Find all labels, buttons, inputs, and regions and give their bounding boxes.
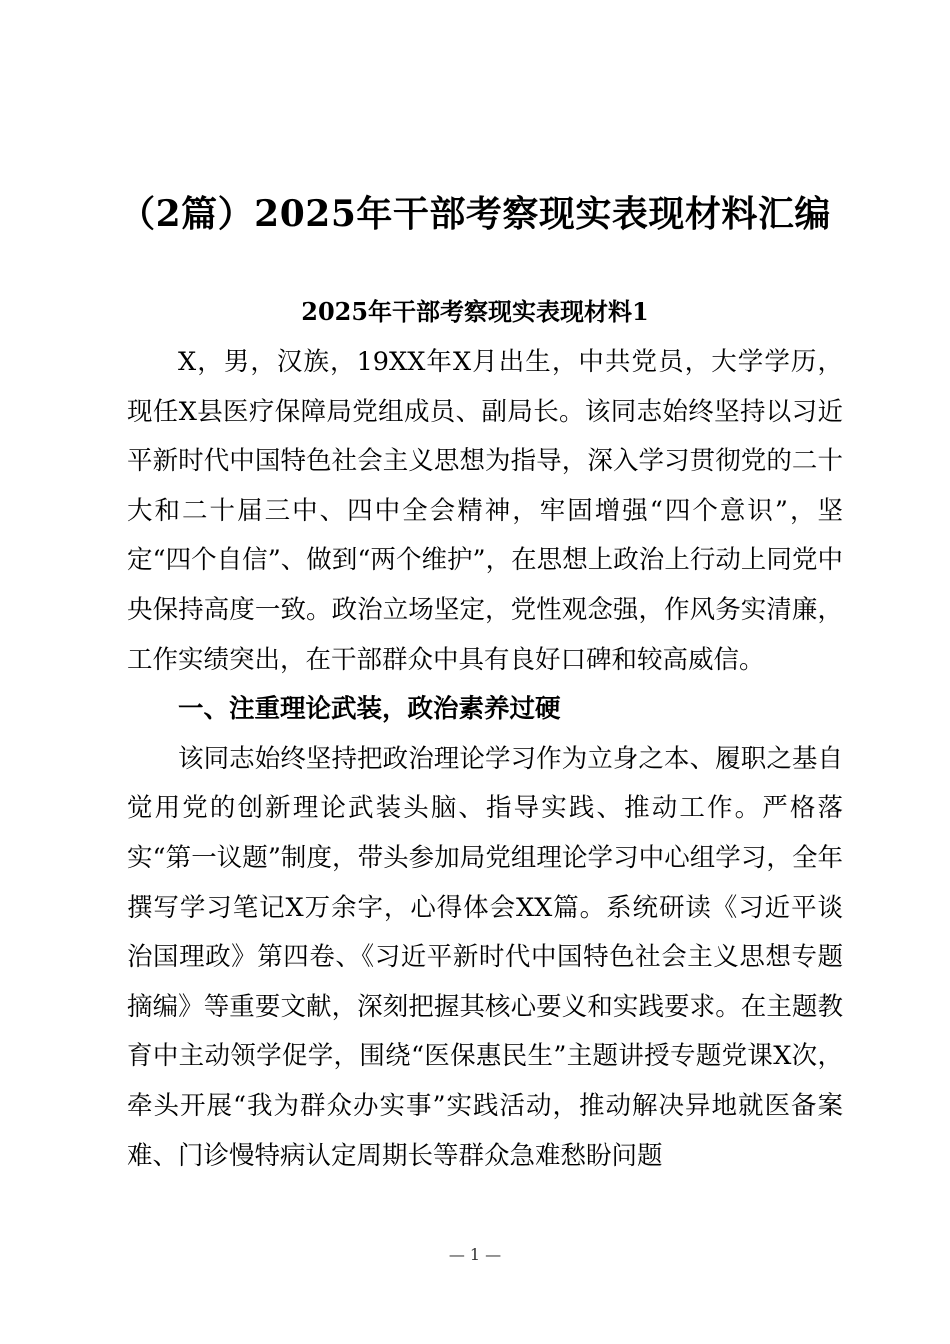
paragraph-intro: X，男，汉族，19XX年X月出生，中共党员，大学学历，现任X县医疗保障局党组成员、副局长。该同志始终坚持以习近平新时代中国特色社会主义思想为指导，深入学习贯彻党的二十大和二十届三中、四中全会精神，牢固增强“四个意识”，坚定“四个自信”、做到“两个维护”，在思想上政治上行动上同党中央保持高度一致。政治立场坚定，党性观念强，作风务实清廉，工作实绩突出，在干部群众中具有良好口碑和较高威信。 <box>127 347 843 675</box>
sub-title: 2025年干部考察现实表现材料1 <box>301 297 649 326</box>
section-heading-1: 一、注重理论武装，政治素养过硬 <box>178 694 561 725</box>
document-body <box>127 338 843 1181</box>
paragraph-theory: 该同志始终坚持把政治理论学习作为立身之本、履职之基自觉用党的创新理论武装头脑、指导实践、推动工作。严格落实“第一议题”制度，带头参加局党组理论学习中心组学习，全年撰写学习笔记X万余字，心得体会XX篇。系统研读《习近平谈治国理政》第四卷、《习近平新时代中国特色社会主义思想专题摘编》等重要文献，深刻把握其核心要义和实践要求。在主题教育中主动领学促学，围绕“医保惠民生”主题讲授专题党课X次，牵头开展“我为群众办实事”实践活动，推动解决异地就医备案难、门诊慢特病认定周期长等群众急难愁盼问题 <box>127 743 843 1171</box>
main-title: （2篇）2025年干部考察现实表现材料汇编 <box>119 193 831 235</box>
page-number: — 1 — <box>448 1245 502 1264</box>
